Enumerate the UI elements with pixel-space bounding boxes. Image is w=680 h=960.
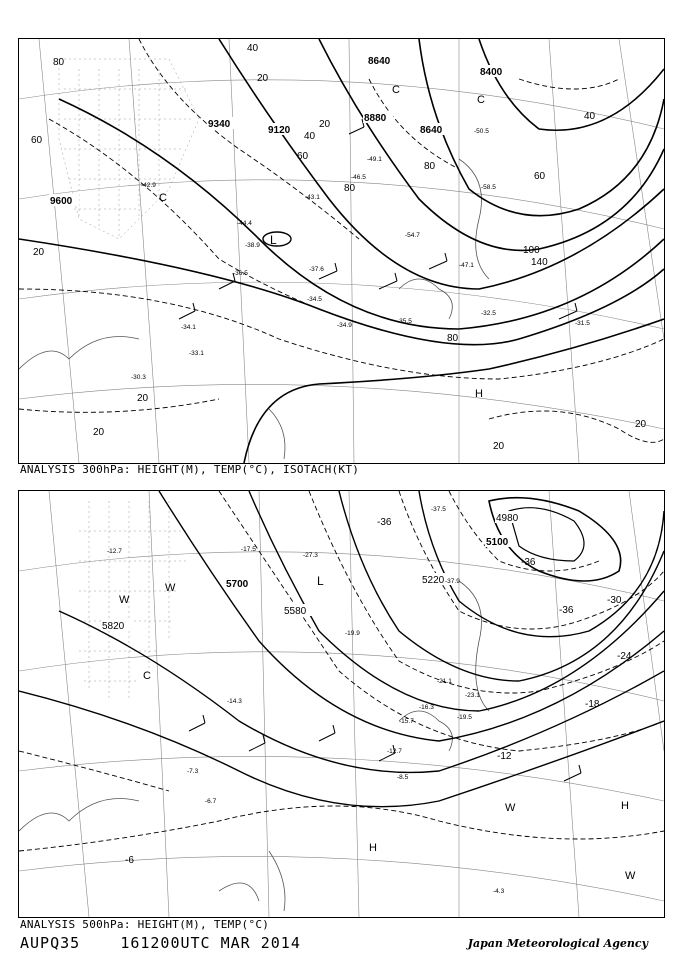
temp-value: -54.7 (405, 232, 420, 239)
temp-value: -32.5 (481, 310, 496, 317)
low-closed-contour (263, 232, 291, 246)
station-value: -12.7 (107, 548, 122, 555)
station-value: -37.9 (445, 578, 460, 585)
station-value: -19.5 (457, 714, 472, 721)
temp-value: -49.1 (367, 156, 382, 163)
warm-center-label: W (119, 594, 130, 606)
station-value: -15.7 (399, 718, 414, 725)
isotach-label: 20 (33, 247, 45, 258)
cold-center-label: C (477, 94, 485, 106)
isotach-label: 60 (297, 151, 309, 162)
agency-name: Japan Meteorological Agency (467, 937, 648, 950)
height-label-8640a: 8640 (368, 56, 391, 67)
temperature-contours (19, 491, 664, 851)
height-label-5220: 5220 (422, 575, 445, 586)
isotach-label: 140 (531, 257, 548, 268)
map-300hpa-panel (18, 38, 665, 464)
isotach-label: 20 (493, 441, 505, 452)
temp-value: -31.5 (575, 320, 590, 327)
temp-value: -34.9 (337, 322, 352, 329)
temp-contour-label: -36 (559, 605, 574, 616)
isotach-label: 60 (31, 135, 43, 146)
warm-center-label: W (505, 802, 516, 814)
isotach-label: 80 (344, 183, 356, 194)
coastlines (19, 581, 489, 911)
station-value: -27.3 (303, 552, 318, 559)
temp-value: -50.5 (474, 128, 489, 135)
low-center-label: L (270, 233, 277, 247)
height-label-9120: 9120 (268, 125, 291, 136)
temp-value: -35.5 (397, 318, 412, 325)
height-labels (49, 54, 509, 207)
coastlines (19, 159, 489, 459)
map-500hpa-panel (18, 490, 665, 918)
isotach-label: 80 (447, 333, 459, 344)
station-value: -37.5 (431, 506, 446, 513)
station-value: -4.3 (493, 888, 505, 895)
isotach-label: 40 (304, 131, 316, 142)
temp-value: -33.1 (189, 350, 204, 357)
height-label-5580: 5580 (284, 606, 307, 617)
height-label-9340: 9340 (208, 119, 231, 130)
isotach-label: 40 (247, 43, 259, 54)
station-value: -19.9 (345, 630, 360, 637)
isotach-label: 20 (137, 393, 149, 404)
height-contours (19, 39, 664, 463)
high-center-label: H (369, 842, 377, 854)
chart-datetime: 161200UTC MAR 2014 (120, 934, 301, 952)
landmass-hatch (79, 501, 189, 701)
temp-value: -58.5 (481, 184, 496, 191)
caption-500hpa: ANALYSIS 500hPa: HEIGHT(M), TEMP(°C) (20, 918, 270, 931)
temp-value: -38.9 (245, 242, 260, 249)
temp-value: -44.4 (237, 220, 252, 227)
height-label-5100: 5100 (486, 537, 509, 548)
graticule-meridians (49, 491, 664, 917)
height-label-4980: 4980 (496, 513, 519, 524)
isotach-label: 40 (584, 111, 596, 122)
isotach-labels (31, 43, 647, 452)
isotach-label: 60 (534, 171, 546, 182)
height-label-8640b: 8640 (420, 125, 443, 136)
isotach-label: 20 (635, 419, 647, 430)
warm-center-label: W (165, 582, 176, 594)
high-center-label: H (475, 388, 483, 400)
temp-contour-label: -36 (521, 557, 536, 568)
station-values (107, 506, 505, 895)
isotach-label: 80 (424, 161, 436, 172)
station-value: -6.7 (205, 798, 217, 805)
high-center-label: H (621, 800, 629, 812)
map-300hpa-svg (19, 39, 664, 463)
temp-value: -37.6 (309, 266, 324, 273)
station-value: -16.3 (419, 704, 434, 711)
isotach-label: 80 (53, 57, 65, 68)
isotach-label: 20 (93, 427, 105, 438)
cold-center-label: C (392, 84, 400, 96)
temp-value: -47.1 (459, 262, 474, 269)
temp-value: -42.9 (141, 182, 156, 189)
map-500hpa-svg (19, 491, 664, 917)
height-labels (101, 511, 525, 632)
temperature-contour-labels (125, 517, 632, 866)
station-value: -23.1 (465, 692, 480, 699)
temp-contour-label: -12 (497, 751, 512, 762)
height-label-9600: 9600 (50, 196, 73, 207)
isotach-label: 100 (523, 245, 540, 256)
cold-center-label: C (143, 670, 151, 682)
station-value: -12.7 (387, 748, 402, 755)
temp-value: -43.1 (305, 194, 320, 201)
temp-value: -36.5 (233, 270, 248, 277)
temp-contour-label: -6 (125, 855, 134, 866)
chart-code: AUPQ35 (20, 934, 81, 952)
station-value: -21.1 (437, 678, 452, 685)
graticule-meridians (39, 39, 664, 463)
height-label-8400: 8400 (480, 67, 503, 78)
temp-contour-label: -18 (585, 699, 600, 710)
station-value: -7.3 (187, 768, 199, 775)
caption-300hpa: ANALYSIS 300hPa: HEIGHT(M), TEMP(°C), ISOTACH(KT) (20, 463, 360, 476)
height-contours (19, 491, 664, 807)
station-value: -14.3 (227, 698, 242, 705)
low-center-label: L (317, 574, 324, 588)
temp-value: -30.3 (131, 374, 146, 381)
temp-value: -46.5 (351, 174, 366, 181)
station-value: -8.5 (397, 774, 409, 781)
warm-center-label: W (625, 870, 636, 882)
height-label-8880: 8880 (364, 113, 387, 124)
temp-contour-label: -30 (607, 595, 622, 606)
temp-value: -34.1 (181, 324, 196, 331)
station-value: -17.5 (241, 546, 256, 553)
height-label-5700: 5700 (226, 579, 249, 590)
temp-value: -34.5 (307, 296, 322, 303)
landmass-hatch (59, 59, 199, 239)
temp-contour-label: -36 (377, 517, 392, 528)
chart-id (20, 934, 301, 952)
height-label-5820: 5820 (102, 621, 125, 632)
cold-center-label: C (159, 192, 167, 204)
center-labels (119, 574, 636, 882)
temp-contour-label: -24 (617, 651, 632, 662)
isotach-label: 20 (319, 119, 331, 130)
isotach-label: 20 (257, 73, 269, 84)
